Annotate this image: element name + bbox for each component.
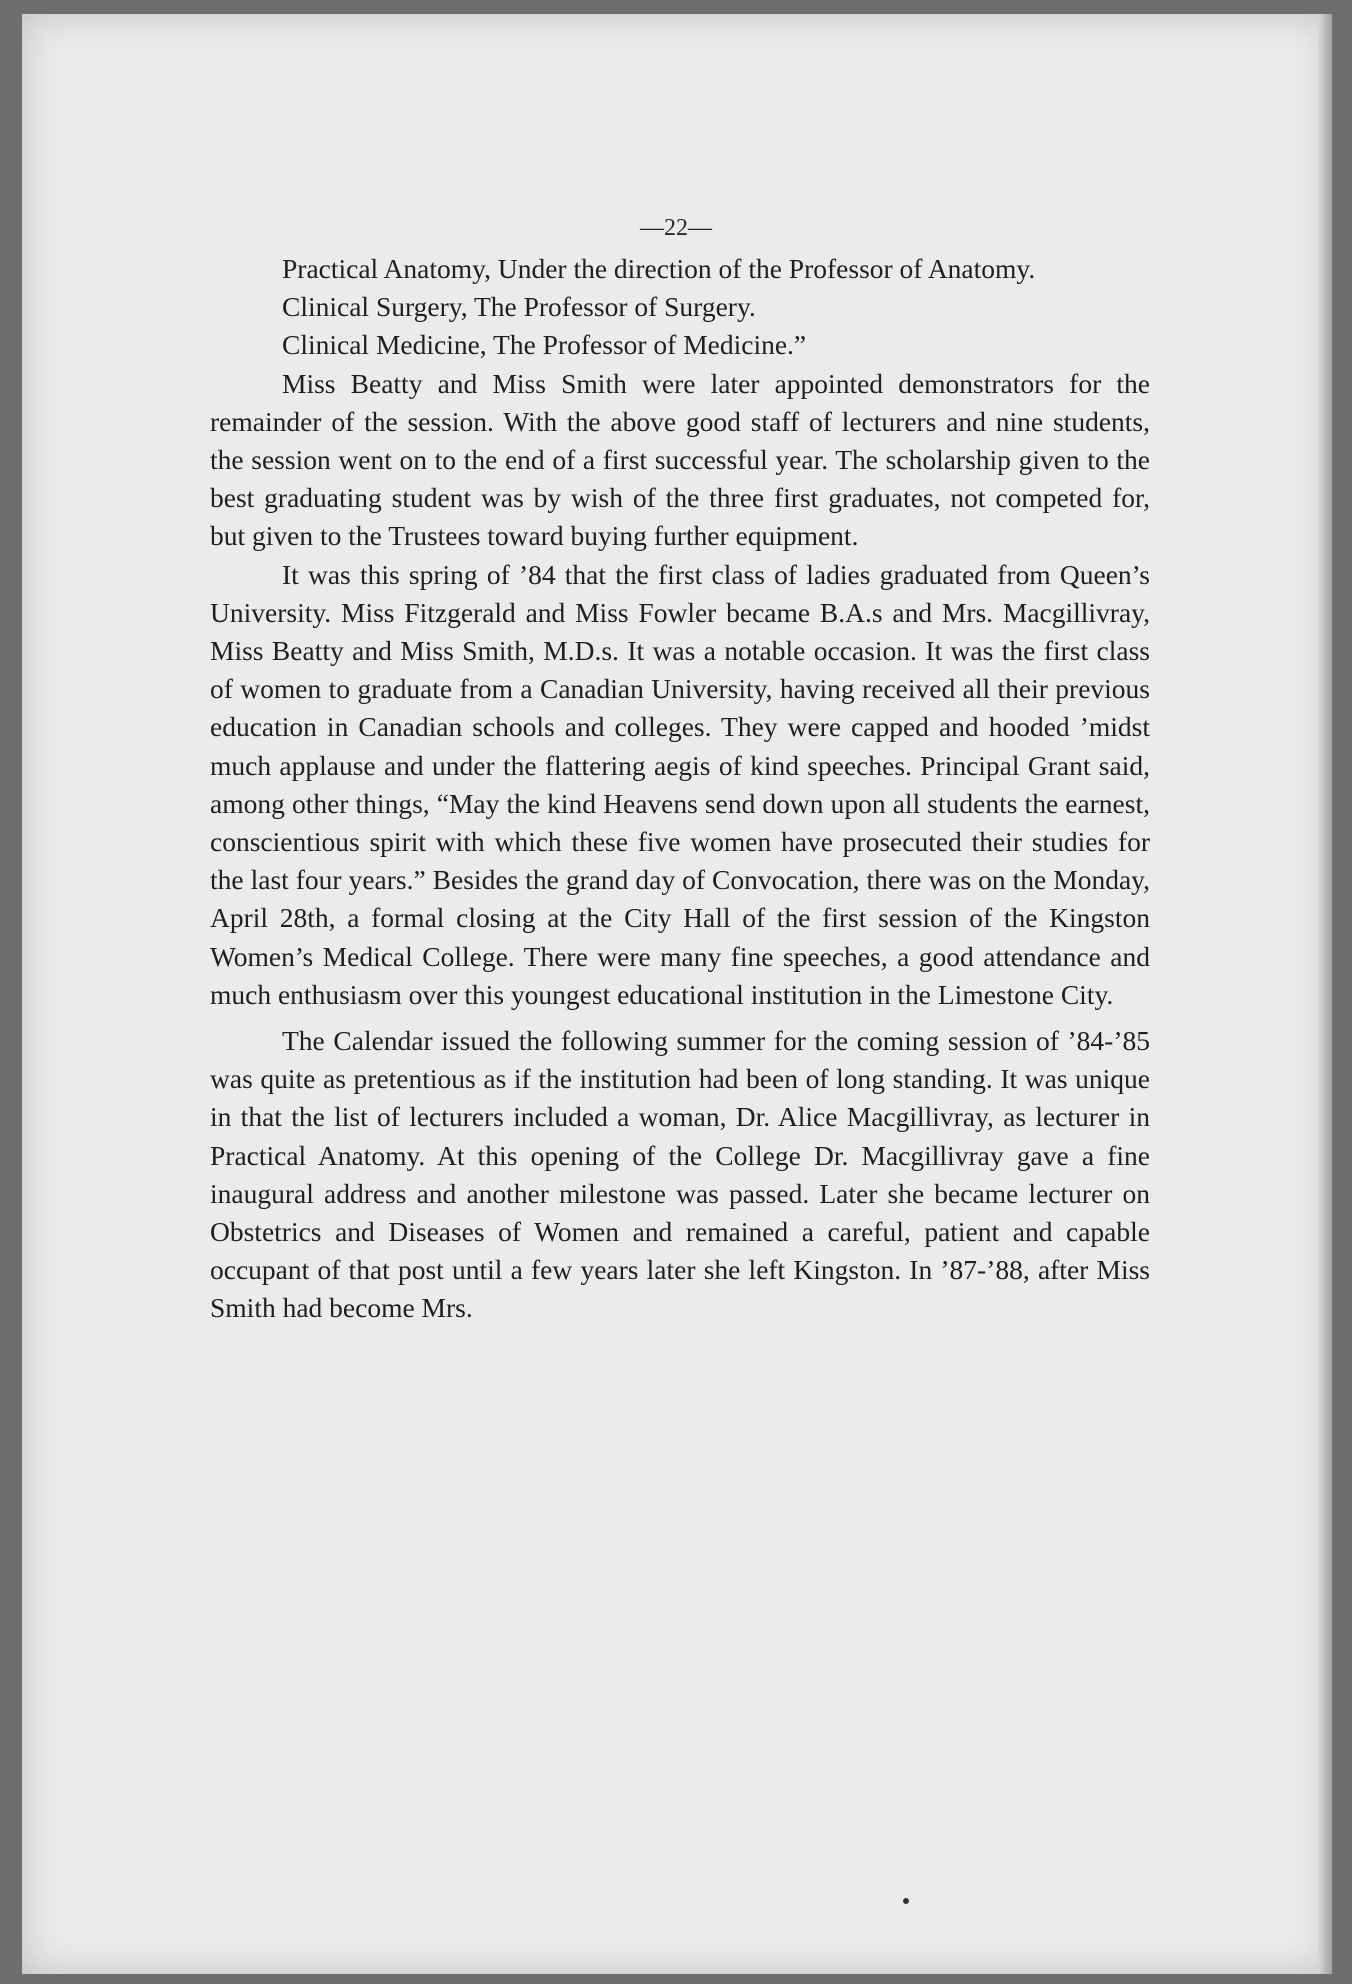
page-edge [1318,14,1332,1974]
paragraph-calendar: The Calendar issued the following summer for the coming session of ’84-’85 was quite as pretentious as if the institution had been of long standing. It was unique in that the list of lecturers included a woman, Dr. Alice Macgillivray, as lecturer in Practical Anatomy. At this opening of the College Dr. Macgillivray gave a fine inaugural address and another milestone was passed. Later she became lecturer on Obstetrics and Diseases of Women and remained a careful, patient and capable occupant of that post until a few years later she left Kingston. In ’87-’88, after Miss Smith had become Mrs. [210,1025,1150,1324]
paragraph-clinical-surgery: Clinical Surgery, The Professor of Surgery. [282,291,756,323]
paragraph-practical-anatomy: Practical Anatomy, Under the direction of the Professor of Anatomy. [282,253,1036,284]
paragraph-clinical-medicine: Clinical Medicine, The Professor of Medicine.” [282,329,807,361]
body-text [210,250,1150,1328]
page-number: —22— [640,215,712,241]
paragraph-demonstrators: Miss Beatty and Miss Smith were later appointed demonstrators for the remainder of the session. With the above good staff of lecturers and nine students, the session went on to the end of a first successful year. The scholarship given to the best graduating student was by wish of the three first graduates, not competed for, but given to the Trustees toward buying further equipment. [210,367,1150,552]
paragraph-first-graduates: It was this spring of ’84 that the first class of ladies graduated from Queen’s University. Miss Fitzgerald and Miss Fowler became B.A.s and Mrs. Macgillivray, Miss Beatty and Miss Smith, M.D.s. It was a notable occasion. It was the first class of women to graduate from a Canadian University, having received all their previous education in Canadian schools and colleges. They were capped and hooded ’midst much applause and under the flattering aegis of kind speeches. Principal Grant said, among other things, “May the kind Heavens send down upon all students the earnest, conscientious spirit with which these five women have prosecuted their studies for the last four years.” Besides the grand day of Convocation, there was on the Monday, April 28th, a formal closing at the City Hall of the first session of the Kingston Women’s Medical College. There were many fine speeches, a good attendance and much enthusiasm over this youngest educational institution in the Limestone City. [210,558,1150,1010]
page-mark [903,1898,909,1904]
